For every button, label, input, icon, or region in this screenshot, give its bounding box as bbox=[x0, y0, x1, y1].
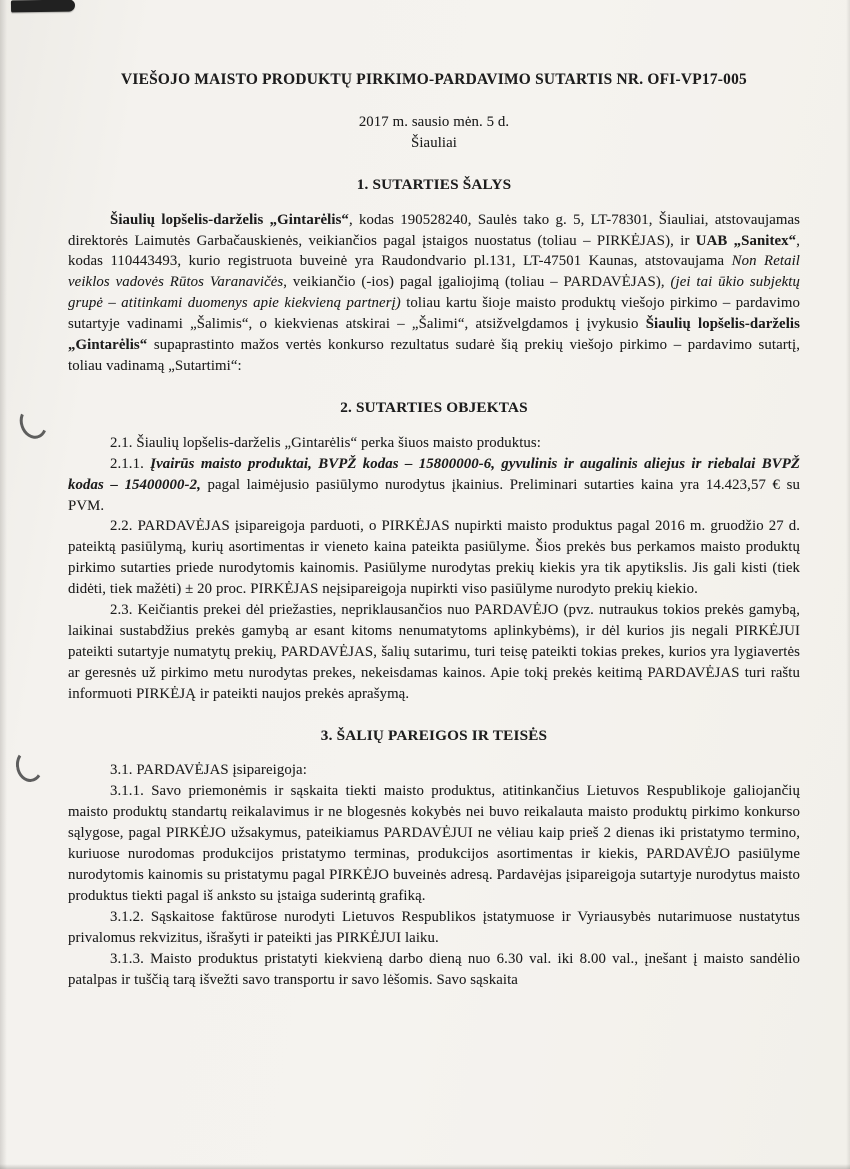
document-content bbox=[68, 70, 800, 990]
section-3-heading: 3. ŠALIŲ PAREIGOS IR TEISĖS bbox=[320, 726, 548, 744]
document-title: VIEŠOJO MAISTO PRODUKTŲ PIRKIMO-PARDAVIMO SUTARTIS NR. OFI-VP17-005 bbox=[120, 71, 748, 88]
scan-artifact-curve-lower bbox=[14, 747, 45, 783]
section-2-heading: 2. SUTARTIES OBJEKTAS bbox=[340, 398, 528, 416]
scan-edge-shadow-right bbox=[846, 0, 850, 1169]
clause-2-1: 2.1. Šiaulių lopšelis-darželis „Gintarėlis“ perka šiuos maisto produktus: bbox=[110, 434, 541, 451]
scan-artifact-curve-upper bbox=[16, 403, 52, 443]
scan-artifact-top-left-mark bbox=[11, 0, 75, 12]
clause-3-1-2: 3.1.2. Sąskaitose faktūrose nurodyti Lietuvos Respublikos įstatymuose ir Vyriausybės nutarimuose nustatytus privalomus rekvizitus, išrašyti ir pateikti jas PIRKĖJUI laiku. bbox=[68, 908, 800, 946]
document-place: Šiauliai bbox=[410, 134, 457, 151]
scan-edge-shadow-bottom bbox=[0, 1164, 850, 1169]
clause-2-3: 2.3. Keičiantis prekei dėl priežasties, nepriklausančios nuo PARDAVĖJO (pvz. nutraukus tokios prekės gamybą, laikinai sustabdžius prekės gamybą ar esant kitoms nenumatytoms aplinkybėms), ir dėl kurios jis negali PIRKĖJUI pateikti sutartyje numatytų prekių, PARDAVĖJAS, šalių sutarimu, turi teisę pateikti tokias prekes, kurios yra lygiavertės ar geresnės už pirkimo metu nurodytas prekes, nekeisdamas kainos. Apie tokį prekės keitimą PARDAVĖJAS turi raštu informuoti PIRKĖJĄ ir pateikti naujos prekės aprašymą. bbox=[68, 602, 800, 702]
clause-2-1-1: 2.1.1. Įvairūs maisto produktai, BVPŽ kodas – 15800000-6, gyvulinis ir augalinis aliejus ir riebalai BVPŽ kodas – 15400000-2, pagal laimėjusio pasiūlymo nurodytus įkainius. Preliminari sutarties kaina yra 14.423,57 € su PVM. bbox=[68, 455, 801, 514]
clause-2-2: 2.2. PARDAVĖJAS įsipareigoja parduoti, o PIRKĖJAS nupirkti maisto produktus pagal 2016 m. gruodžio 27 d. pateiktą pasiūlymą, kurių asortimentas ir vieneto kaina pateikta pasiūlyme. Šios prekės bus perkamos maisto produktų pirkimo sutarties priede nurodytomis kainomis. Pasiūlyme nurodytas prekių kiekis yra tik apytikslis. Jis gali kisti (tiek didėti, tiek mažėti) ± 20 proc. PIRKĖJAS neįsipareigoja nupirkti viso pasiūlyme nurodyto prekių kiekio. bbox=[68, 518, 800, 598]
document-date: 2017 m. sausio mėn. 5 d. bbox=[358, 113, 510, 130]
scan-edge-shadow-left bbox=[0, 0, 7, 1169]
section-1-heading: 1. SUTARTIES ŠALYS bbox=[356, 175, 512, 193]
clause-parties: Šiaulių lopšelis-darželis „Gintarėlis“, kodas 190528240, Saulės tako g. 5, LT-78301, Šiauliai, atstovaujamas direktorės Laimutės Garbačauskienės, veikiančios pagal įstaigos nuostatus (toliau – PIRKĖJAS), ir UAB „Sanitex“, kodas 110443493, kurio registruota buveinė yra Raudondvario pl.131, LT-47501 Kaunas, atstovaujama Non Retail veiklos vadovės Rūtos Varanavičės, veikiančio (-ios) pagal įgaliojimą (toliau – PARDAVĖJAS), (jei tai ūkio subjektų grupė – atitinkami duomenys apie kiekvieną partnerį) toliau kartu šioje maisto produktų viešojo pirkimo – pardavimo sutartyje vadinami „Šalimis“, o kiekvienas atskirai – „Šalimi“, atsižvelgdamos į įvykusio Šiaulių lopšelis-darželis „Gintarėlis“ supaprastinto mažos vertės konkurso rezultatus sudarė šią prekių viešojo pirkimo – pardavimo sutartį, toliau vadinamą „Sutartimi“: bbox=[68, 211, 801, 374]
clause-3-1-1: 3.1.1. Savo priemonėmis ir sąskaita tiekti maisto produktus, atitinkančius Lietuvos Respublikoje galiojančių maisto produktų standartų reikalavimus ir ne blogesnės kokybės nei buvo reikalauta maisto produktų pirkimo konkurso sąlygose, pagal PIRKĖJO užsakymus, pateikiamus PARDAVĖJUI ne vėliau kaip prieš 2 dienas iki pristatymo termino, kuriuose nurodomas produkcijos pristatymo terminas, produkcijos asortimentas ir kiekis, PARDAVĖJO pasiūlyme nurodytomis kainomis su pristatymu pagal PIRKĖJO buveinės adresą. Pardavėjas įsipareigoja sutartyje nurodytus maisto produktus tiekti pagal iš anksto su įstaiga suderintą grafiką. bbox=[68, 783, 800, 904]
clause-3-1-3: 3.1.3. Maisto produktus pristatyti kiekvieną darbo dieną nuo 6.30 val. iki 8.00 val., įnešant į maisto sandėlio patalpas ir tuščią tarą išvežti savo transportu ir savo lėšomis. Savo sąskaita bbox=[68, 950, 800, 988]
clause-3-1: 3.1. PARDAVĖJAS įsipareigoja: bbox=[110, 762, 307, 779]
